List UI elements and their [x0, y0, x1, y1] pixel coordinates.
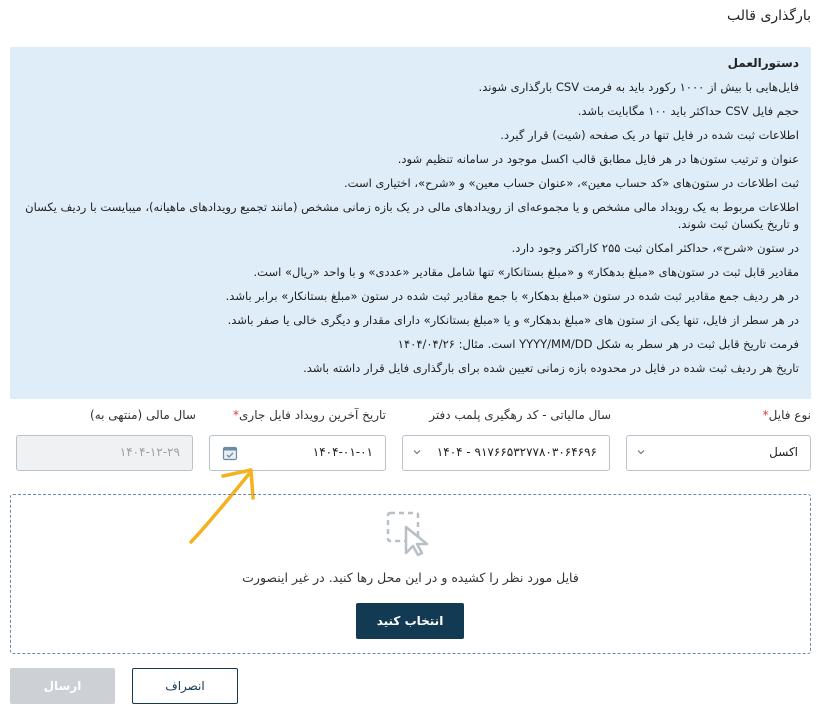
cancel-button[interactable]: انصراف: [132, 668, 238, 704]
instruction-item: اطلاعات مربوط به یک رویداد مالی مشخص و یا مجموعه‌ای از رویدادهای مالی در یک بازه زمانی مشخص (مانند تجمیع رویدادهای ماهیانه)، میبایست با ردیف یکسان و تاریخ یکسان ثبت شوند.: [25, 200, 799, 231]
instruction-item: فرمت تاریخ قابل ثبت در هر سطر به شکل YYYY/MM/DD است. مثال: ۱۴۰۴/۰۴/۲۶: [397, 337, 799, 351]
fiscal-year-end-label: سال مالی (منتهی به): [90, 408, 196, 422]
calendar-icon[interactable]: [222, 445, 238, 461]
instruction-item: ثبت اطلاعات در ستون‌های «کد حساب معین»، «عنوان حساب معین» و «شرح»، اختیاری است.: [344, 176, 799, 190]
fiscal-year-end-field: [16, 435, 193, 471]
instruction-item: در ستون «شرح»، حداکثر امکان ثبت ۲۵۵ کاراکتر وجود دارد.: [511, 241, 799, 255]
dropzone-text: فایل مورد نظر را کشیده و در این محل رها کنید. در غیر اینصورت: [242, 570, 579, 585]
fiscal-year-end-value: ۱۴۰۴-۱۲-۲۹: [119, 445, 180, 459]
page-title: بارگذاری قالب: [727, 8, 811, 24]
choose-file-button[interactable]: انتخاب کنید: [356, 603, 464, 639]
instruction-item: تاریخ هر ردیف ثبت شده در فایل در محدوده بازه زمانی تعیین شده برای بارگذاری فایل قرار داشته باشد.: [303, 361, 799, 375]
chevron-down-icon: [637, 448, 645, 456]
file-dropzone[interactable]: [10, 494, 811, 654]
instructions-heading: دستورالعمل: [727, 56, 799, 70]
send-button[interactable]: ارسال: [10, 668, 115, 704]
last-event-date-label: تاریخ آخرین رویداد فایل جاری*: [233, 408, 386, 422]
file-type-select[interactable]: [626, 435, 811, 471]
instructions-list: [22, 79, 799, 377]
instruction-item: در هر سطر از فایل، تنها یکی از ستون های «مبلغ بدهکار» و یا «مبلغ بستانکار» دارای مقدار و دیگری خالی یا صفر باشد.: [227, 313, 799, 327]
instruction-item: حجم فایل CSV حداکثر باید ۱۰۰ مگابایت باشد.: [577, 104, 799, 118]
instruction-item: اطلاعات ثبت شده در فایل تنها در یک صفحه (شیت) قرار گیرد.: [500, 128, 799, 142]
instruction-item: مقادیر قابل ثبت در ستون‌های «مبلغ بدهکار» و «مبلغ بستانکار» تنها شامل مقادیر «عددی» و با واحد «ریال» است.: [253, 265, 799, 279]
instruction-item: فایل‌هایی با بیش از ۱۰۰۰ رکورد باید به فرمت CSV بارگذاری شوند.: [478, 80, 799, 94]
drag-drop-icon: [384, 509, 436, 557]
chevron-down-icon: [413, 448, 421, 456]
last-event-date-value: ۱۴۰۴-۰۱-۰۱: [312, 445, 373, 459]
fiscal-year-value: ۱۴۰۴ - ۹۱۷۶۶۵۳۲۷۷۸۰۳۰۶۴۶۹۶: [436, 445, 597, 459]
file-type-label: نوع فایل*: [762, 408, 811, 422]
fiscal-year-label: سال مالیاتی - کد رهگیری پلمب دفتر: [429, 408, 611, 422]
file-type-value: اکسل: [769, 445, 798, 459]
fiscal-year-select[interactable]: [402, 435, 610, 471]
instruction-item: عنوان و ترتیب ستون‌ها در هر فایل مطابق قالب اکسل موجود در سامانه تنظیم شود.: [397, 152, 799, 166]
instructions-panel: [10, 47, 811, 399]
instruction-item: در هر ردیف جمع مقادیر ثبت شده در ستون «مبلغ بدهکار» با جمع مقادیر ثبت شده در ستون «مبلغ بستانکار» برابر باشد.: [225, 289, 799, 303]
